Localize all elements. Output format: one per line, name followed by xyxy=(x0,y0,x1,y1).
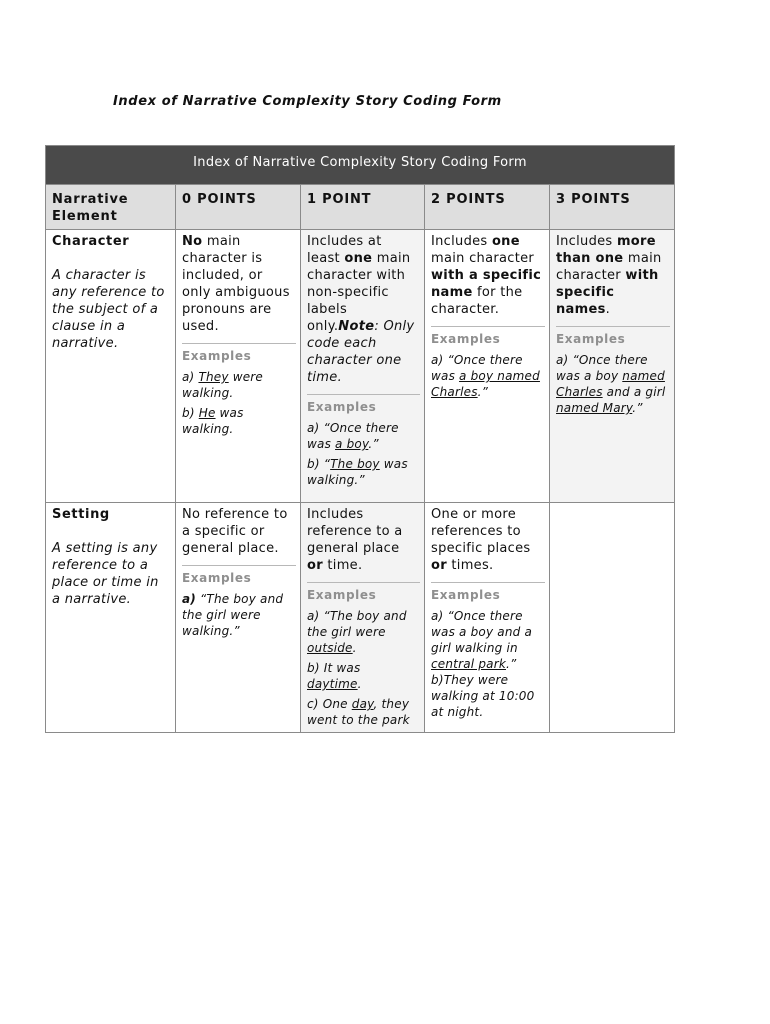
element-name: Character xyxy=(52,234,130,249)
example-item: a) “The boy and the girl were walking.” xyxy=(182,592,284,638)
examples-heading: Examples xyxy=(431,582,545,604)
example-item: c) One day, they went to the park xyxy=(307,697,410,727)
example-item: a) “Once there was a boy and a girl walking in central park.” b)They were walking at 10:00 at night. xyxy=(431,609,535,719)
element-name: Setting xyxy=(52,507,110,522)
score-cell xyxy=(550,503,675,733)
header-2-points: 2 POINTS xyxy=(425,185,550,230)
example-item: a) They were walking. xyxy=(182,370,264,400)
coding-form-table xyxy=(45,145,675,733)
table-row-setting xyxy=(46,503,675,733)
example-item: a) “Once there was a boy named Charles.” xyxy=(431,353,540,399)
criterion-description: Includes one main character with a specific name for the character. xyxy=(431,234,542,317)
example-item: b) “The boy was walking.” xyxy=(307,457,408,487)
examples-heading: Examples xyxy=(556,326,670,348)
criterion-description: Includes reference to a general place or time. xyxy=(307,507,403,573)
examples-heading: Examples xyxy=(307,582,420,604)
example-item: b) He was walking. xyxy=(182,406,244,436)
criterion-description: No reference to a specific or general place. xyxy=(182,507,288,556)
score-cell xyxy=(301,503,425,733)
examples-heading: Examples xyxy=(307,394,420,416)
criterion-description: One or more references to specific places or times. xyxy=(431,507,531,573)
score-cell xyxy=(301,230,425,503)
criterion-description: Includes at least one main character with non-specific labels only.Note: Only code each character one time. xyxy=(307,234,415,385)
score-cell xyxy=(425,230,550,503)
header-narrative-element: Narrative Element xyxy=(46,185,176,230)
example-item: b) It was daytime. xyxy=(307,661,362,691)
document-title: Index of Narrative Complexity Story Coding Form xyxy=(113,94,502,109)
example-item: a) “Once there was a boy.” xyxy=(307,421,399,451)
examples-heading: Examples xyxy=(431,326,545,348)
criterion-description: No main character is included, or only ambiguous pronouns are used. xyxy=(182,234,290,334)
examples-heading: Examples xyxy=(182,343,296,365)
element-definition: A character is any reference to the subject of a clause in a narrative. xyxy=(52,268,165,351)
criterion-description: Includes more than one main character with specific names. xyxy=(556,234,662,317)
element-cell xyxy=(46,230,176,503)
score-cell xyxy=(176,230,301,503)
examples-heading: Examples xyxy=(182,565,296,587)
score-cell xyxy=(425,503,550,733)
table-banner: Index of Narrative Complexity Story Coding Form xyxy=(46,146,675,185)
element-definition: A setting is any reference to a place or time in a narrative. xyxy=(52,541,159,607)
header-0-points: 0 POINTS xyxy=(176,185,301,230)
header-1-point: 1 POINT xyxy=(301,185,425,230)
header-3-points: 3 POINTS xyxy=(550,185,675,230)
element-cell xyxy=(46,503,176,733)
example-item: a) “The boy and the girl were outside. xyxy=(307,609,407,655)
score-cell xyxy=(550,230,675,503)
table-row-character xyxy=(46,230,675,503)
score-cell xyxy=(176,503,301,733)
example-item: a) “Once there was a boy named Charles and a girl named Mary.” xyxy=(556,353,666,415)
